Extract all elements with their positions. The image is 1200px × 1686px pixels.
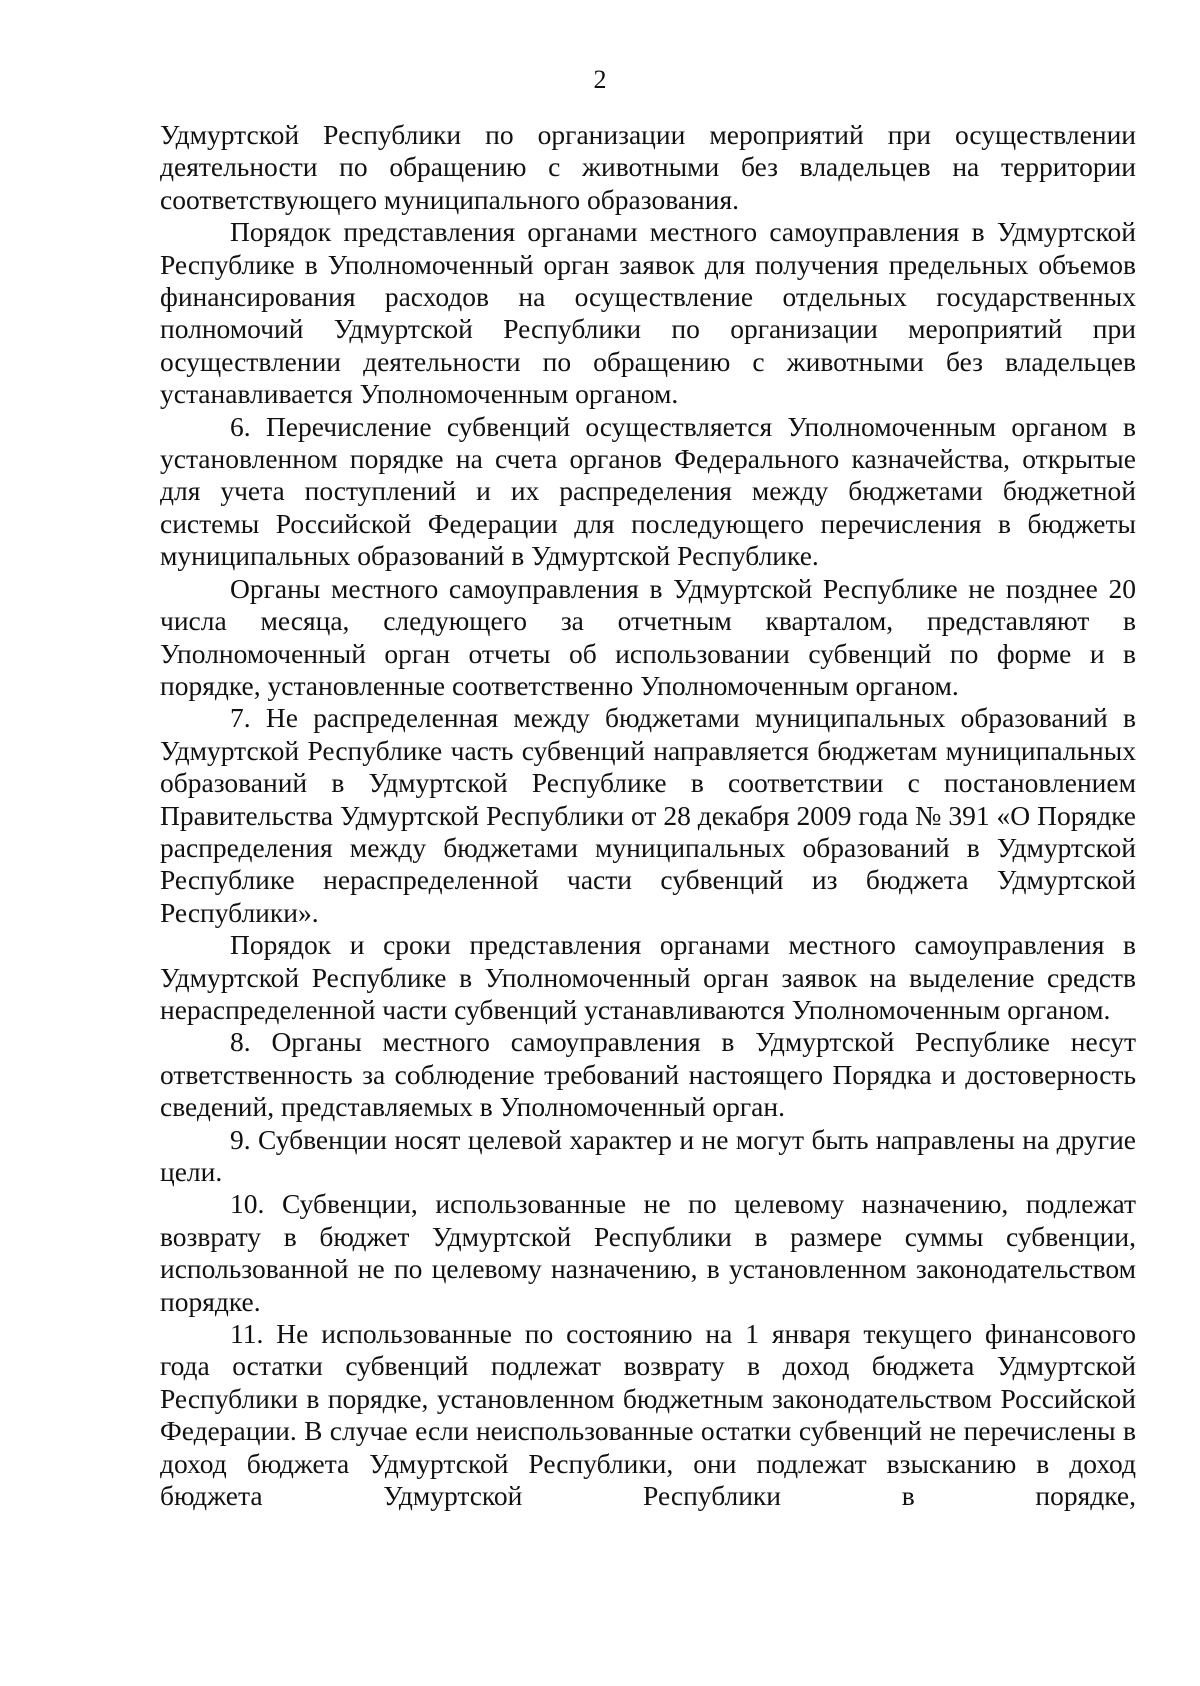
paragraph-item-9: 9. Субвенции носят целевой характер и не могут быть направлены на другие цели. (160, 1123, 1136, 1187)
page-number: 2 (593, 65, 607, 94)
paragraph-item-6: 6. Перечисление субвенций осуществляется Уполномоченным органом в установленном порядке на счета органов Федерального казначейства, открытые для учета поступлений и их распределения между бюджетами бюджетной системы Российской Федерации для последующего перечисления в бюджеты муниципальных образований в Удмуртской Республике. (160, 410, 1136, 572)
paragraph-item-10: 10. Субвенции, использованные не по целевому назначению, подлежат возврату в бюджет Удмуртской Республики в размере суммы субвенции, использованной не по целевому назначению, в установленном законодательством порядке. (160, 1188, 1136, 1317)
paragraph-continuation: Удмуртской Республики по организации мероприятий при осуществлении деятельности по обращению с животными без владельцев на территории соответствующего муниципального образования. (160, 119, 1136, 215)
paragraph-item-11: 11. Не использованные по состоянию на 1 января текущего финансового года остатки субвенций подлежат возврату в доход бюджета Удмуртской Республики в порядке, установленном бюджетным законодательством Российской Федерации. В случае если неиспользованные остатки субвенций не перечислены в доход бюджета Удмуртской Республики, они подлежат взысканию в доход бюджета Удмуртской Республики в порядке, (160, 1318, 1136, 1512)
paragraph-reports: Органы местного самоуправления в Удмуртской Республике не позднее 20 числа месяца, следующего за отчетным кварталом, представляют в Уполномоченный орган отчеты об использовании субвенций по форме и в порядке, установленные соответственно Уполномоченным органом. (160, 572, 1136, 701)
document-body (160, 119, 1136, 1512)
paragraph-item-7: 7. Не распределенная между бюджетами муниципальных образований в Удмуртской Республике часть субвенций направляется бюджетам муниципальных образований в Удмуртской Республике в соответствии с постановлением Правительства Удмуртской Республики от 28 декабря 2009 года № 391 «О Порядке распределения между бюджетами муниципальных образований в Удмуртской Республике нераспределенной части субвенций из бюджета Удмуртской Республики». (160, 702, 1136, 928)
paragraph-application-procedure: Порядок представления органами местного самоуправления в Удмуртской Республике в Уполномоченный орган заявок для получения предельных объемов финансирования расходов на осуществление отдельных государственных полномочий Удмуртской Республики по организации мероприятий при осуществлении деятельности по обращению с животными без владельцев устанавливается Уполномоченным органом. (160, 216, 1136, 410)
paragraph-item-8: 8. Органы местного самоуправления в Удмуртской Республике несут ответственность за соблюдение требований настоящего Порядка и достоверность сведений, представляемых в Уполномоченный орган. (160, 1026, 1136, 1123)
paragraph-undistributed-applications: Порядок и сроки представления органами местного самоуправления в Удмуртской Республике в Уполномоченный орган заявок на выделение средств нераспределенной части субвенций устанавливаются Уполномоченным органом. (160, 929, 1136, 1025)
